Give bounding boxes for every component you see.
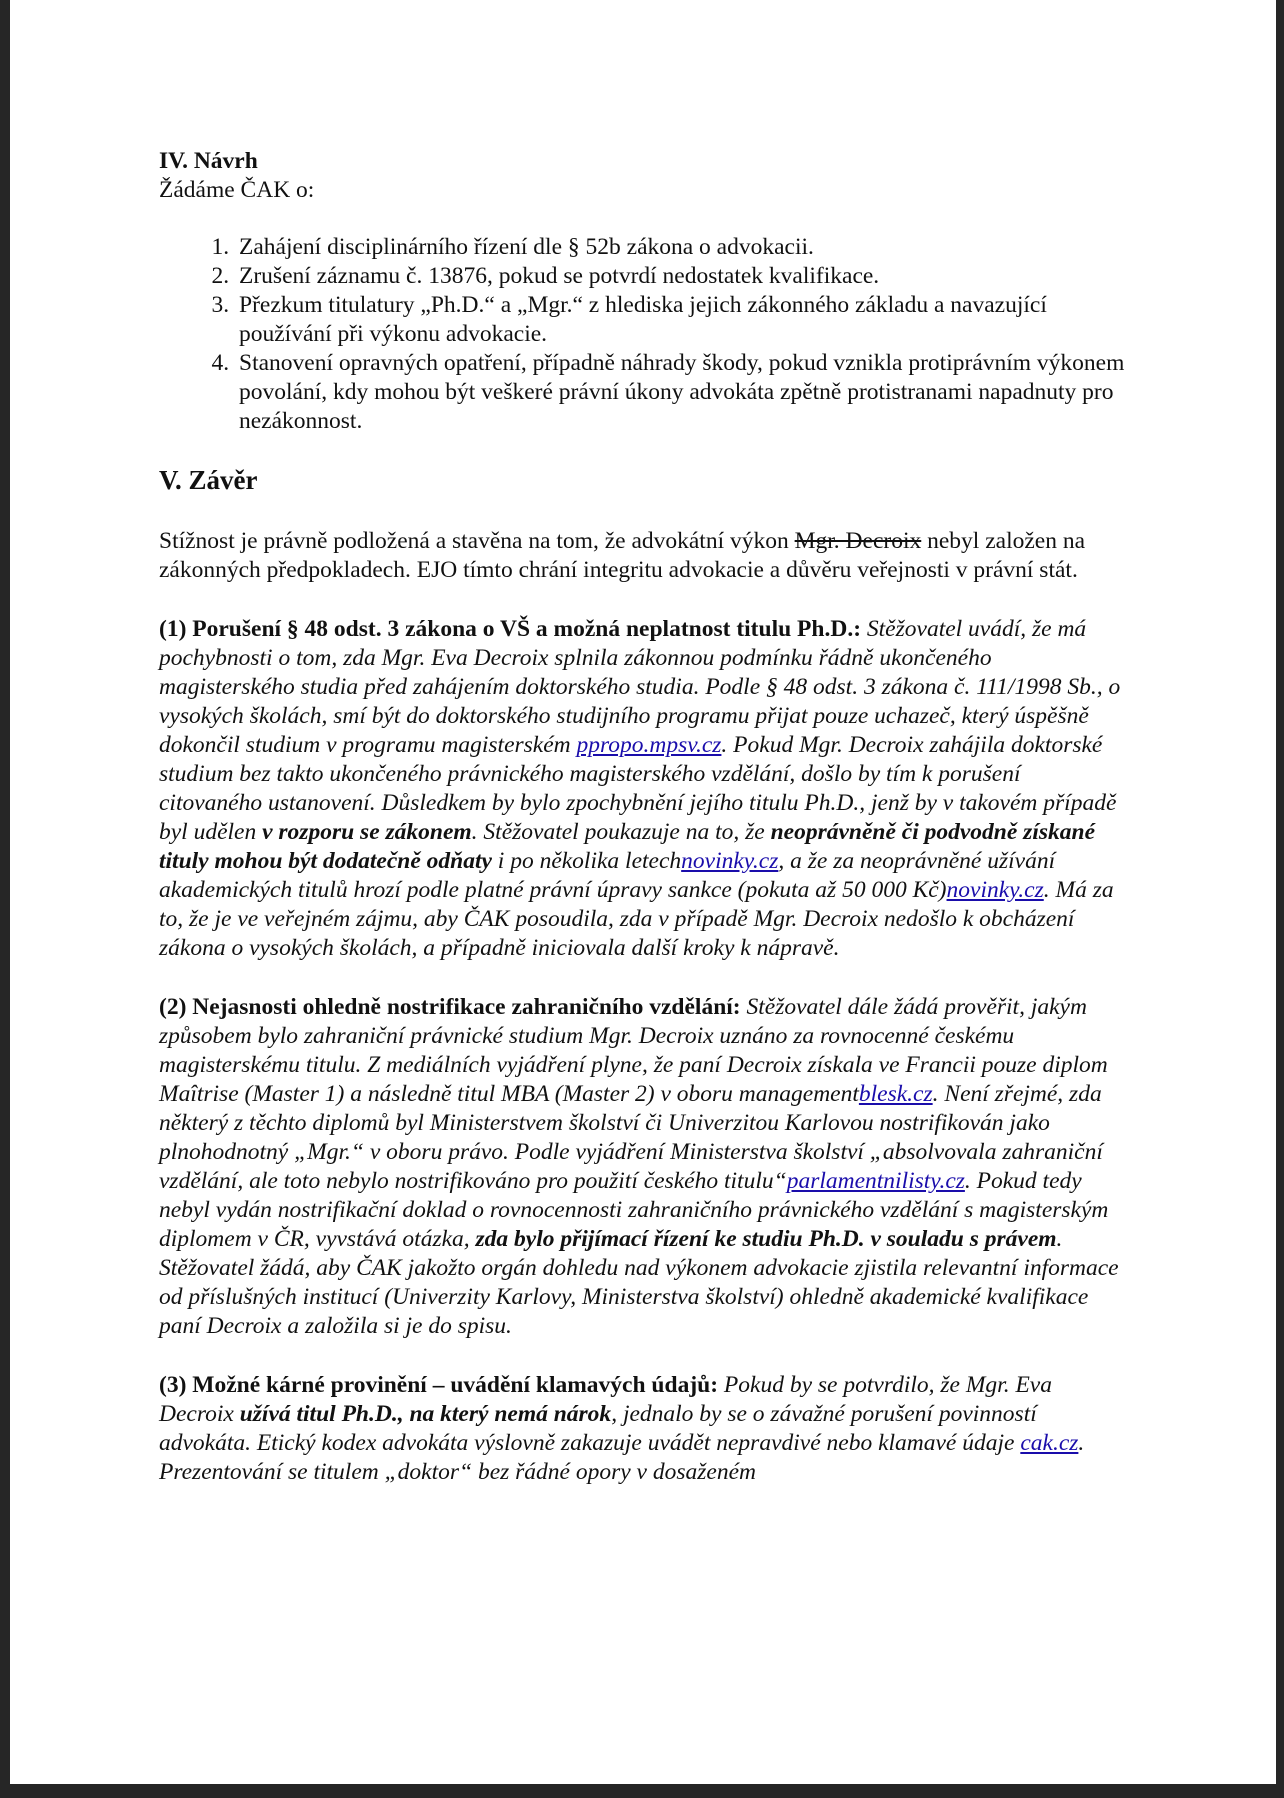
point-2-text: . Pokud tedy nebyl vydán nostrifikační doklad o rovnocennosti zahraničního právnického vzdělání s magisterským diplomem v ČR, vyvstává otázka, [159,1168,1109,1252]
point-3-text: . Prezentování se titulem „doktor“ bez řádné opory v dosaženém [159,1430,1085,1485]
document-page [10,0,1276,1784]
point-1-emphasis: v rozporu se zákonem [262,819,472,845]
point-3-title: (3) Možné kárné provinění – uvádění klamavých údajů: [159,1372,719,1398]
proposal-item: 2. Zrušení záznamu č. 13876, pokud se potvrdí nedostatek kvalifikace. [235,262,1129,291]
source-link[interactable]: parlamentnilisty.cz [786,1168,965,1194]
source-link[interactable]: ppropo.mpsv.cz [576,732,722,758]
source-link[interactable]: blesk.cz [858,1081,933,1107]
conclusion-text: nebyl založen na zákonných předpokladech. EJO tímto chrání integritu advokacie a důvěru veřejnosti v právní stát. [159,528,1086,583]
point-1-text: , a že za neoprávněné užívání akademických titulů hrozí podle platné právní úpravy sankce (pokuta až 50 000 Kč) [159,848,1056,903]
point-3-text: Pokud by se potvrdilo, že Mgr. Eva Decroix [159,1372,1052,1427]
document-content [159,147,1129,1487]
source-link[interactable]: cak.cz [1020,1430,1079,1456]
point-2-emphasis: zda bylo přijímací řízení ke studiu Ph.D. v souladu s právem [475,1226,1057,1252]
section-5-heading: V. Závěr [159,465,258,495]
source-link[interactable]: novinky.cz [946,877,1044,903]
proposal-item: 3. Přezkum titulatury „Ph.D.“ a „Mgr.“ z hlediska jejich zákonného základu a navazující používání při výkonu advokacie. [235,291,1129,349]
conclusion-paragraph [159,527,1129,585]
struck-name: Mgr. Decroix [794,528,922,554]
proposal-item: 4. Stanovení opravných opatření, případně náhrady škody, pokud vznikla protiprávním výkonem povolání, kdy mohou být veškeré právní úkony advokáta zpětně protistranami napadnuty pro nezákonnost. [235,349,1129,436]
point-1-paragraph [159,615,1129,963]
point-2-paragraph [159,993,1129,1341]
point-3-paragraph [159,1371,1129,1487]
conclusion-text: Stížnost je právně podložená a stavěna na tom, že advokátní výkon [159,528,795,554]
point-2-text: . Není zřejmé, zda některý z těchto diplomů byl Ministerstvem školství či Univerzitou Karlovou nostrifikován jako plnohodnotný „Mgr.“ v oboru právo. Podle vyjádření Ministerstva školství „absolvovala zahraniční vzdělání, ale toto nebylo nostrifikováno pro použití českého titulu“ [159,1081,1103,1194]
point-1-emphasis: neoprávněně či podvodně získané tituly mohou být dodatečně odňaty [159,819,1096,874]
proposal-item: 1. Zahájení disciplinárního řízení dle § 52b zákona o advokacii. [235,233,1129,262]
point-2-text: . Stěžovatel žádá, aby ČAK jakožto orgán dohledu nad výkonem advokacie zjistila relevantní informace od příslušných institucí (Univerzity Karlovy, Ministerstva školství) ohledně akademické kvalifikace paní Decroix a založila si je do spisu. [159,1226,1119,1339]
point-3-text: , jednalo by se o závažné porušení povinností advokáta. Etický kodex advokáta výslovně zakazuje uvádět nepravdivé nebo klamavé údaje [159,1401,1037,1456]
point-2-title: (2) Nejasnosti ohledně nostrifikace zahraničního vzdělání: [159,994,741,1020]
point-1-text: . Pokud Mgr. Decroix zahájila doktorské studium bez takto ukončeného právnického magisterského vzdělání, došlo by tím k porušení citovaného ustanovení. Důsledkem by bylo zpochybnění jejího titulu Ph.D., jenž by v takovém případě byl udělen [159,732,1117,845]
source-link[interactable]: novinky.cz [681,848,779,874]
point-3-emphasis: užívá titul Ph.D., na který nemá nárok [239,1401,612,1427]
point-1-text: Stěžovatel uvádí, že má pochybnosti o tom, zda Mgr. Eva Decroix splnila zákonnou podmínku řádně ukončeného magisterského studia před zahájením doktorského studia. Podle § 48 odst. 3 zákona č. 111/1998 Sb., o vysokých školách, smí být do doktorského studijního programu přijat pouze uchazeč, který úspěšně dokončil studium v programu magisterském [159,616,1121,758]
point-2-text: Stěžovatel dále žádá prověřit, jakým způsobem bylo zahraniční právnické studium Mgr. Decroix uznáno za rovnocenné českému magisterskému titulu. Z mediálních vyjádření plyne, že paní Decroix získala ve Francii pouze diplom Maîtrise (Master 1) a následně titul MBA (Master 2) v oboru management [159,994,1108,1107]
point-1-title: (1) Porušení § 48 odst. 3 zákona o VŠ a možná neplatnost titulu Ph.D.: [159,616,862,642]
point-1-text: i po několika letech [491,848,682,874]
point-1-text: . Má za to, že je ve veřejném zájmu, aby ČAK posoudila, zda v případě Mgr. Decroix nedošlo k obcházení zákona o vysokých školách, a případně iniciovala další kroky k nápravě. [159,877,1114,961]
section-4-heading: IV. Návrh [159,148,258,174]
point-1-text: . Stěžovatel poukazuje na to, že [471,819,771,845]
proposal-list [159,233,1129,436]
section-4-intro: Žádáme ČAK o: [159,177,315,203]
